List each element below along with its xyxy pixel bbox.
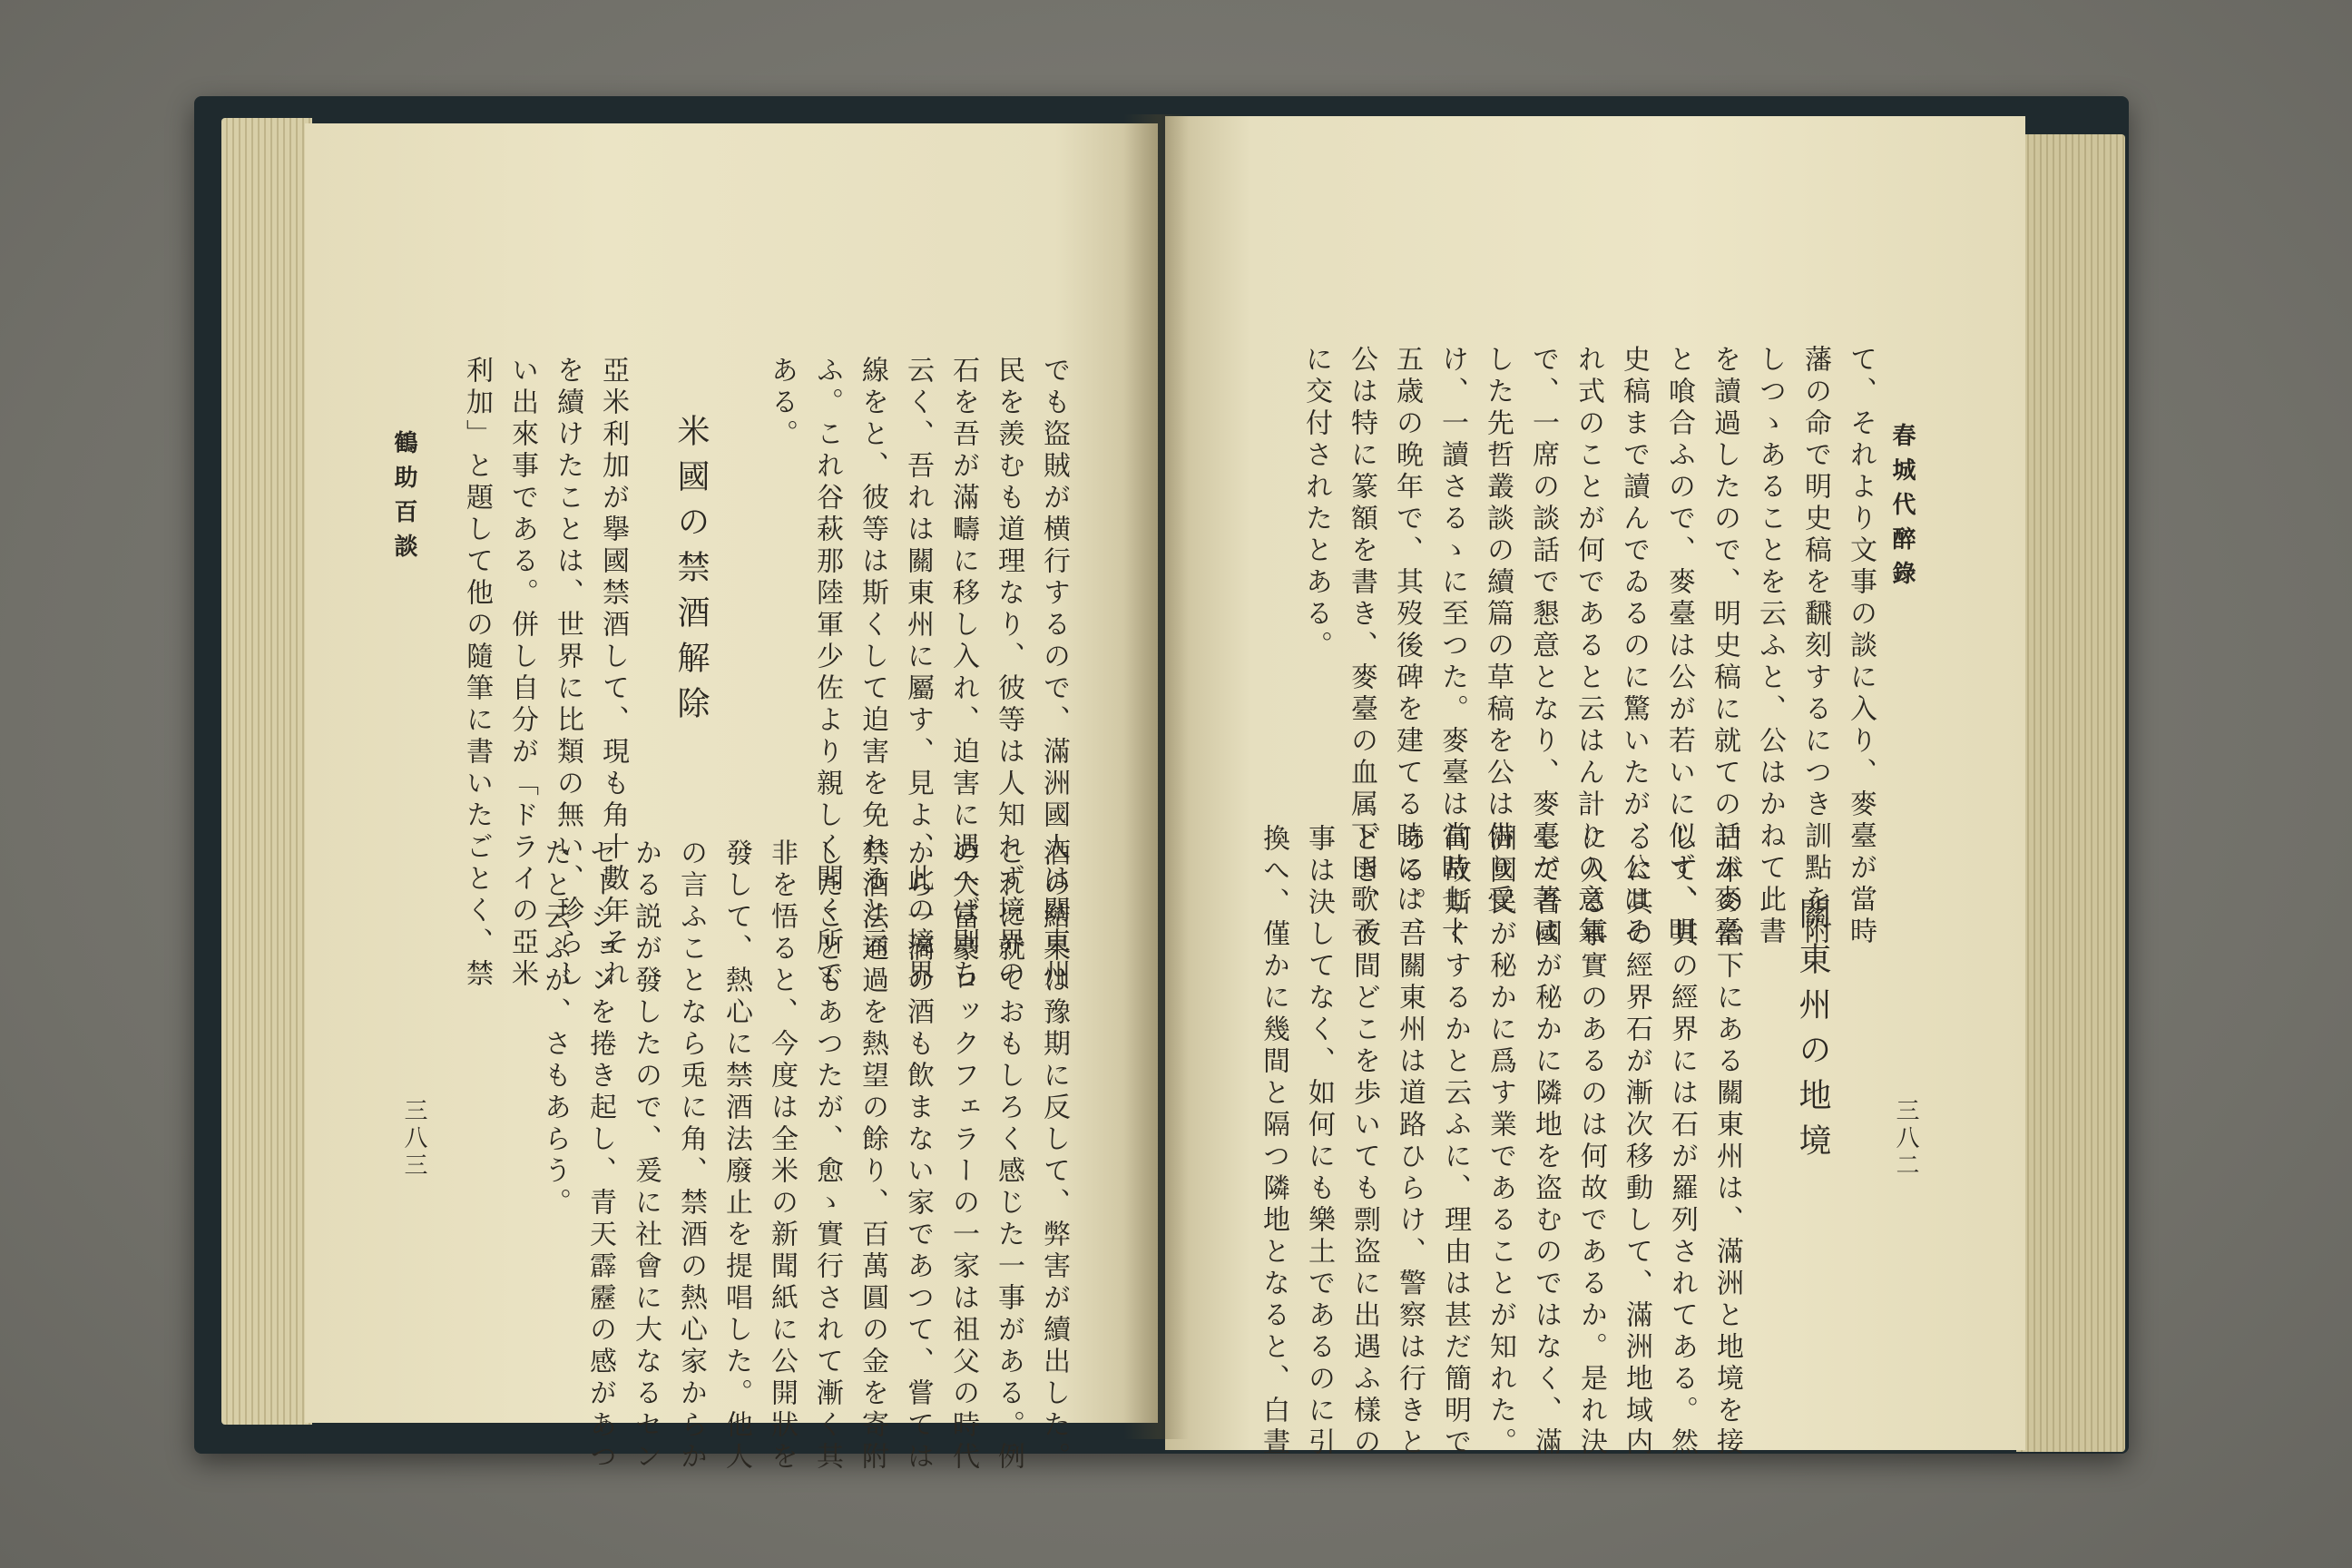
right-bottom-line: るに其の經界石が漸次移動して、滿洲地域内 (1621, 824, 1652, 1459)
left-top-line: でも盜賊が横行するので、滿洲國人は關東州 (1038, 356, 1070, 991)
right-page-number: 三八二 (1892, 1098, 1919, 1180)
section-title-kwantung: 關東州の地境 (1794, 897, 1831, 1169)
left-bottom-line: 酒の結果は豫期に反して、弊害が續出した。 (1038, 838, 1070, 1474)
right-bottom-line: 何故斯くするかと云ふに、理由は甚だ簡明で (1439, 824, 1471, 1459)
right-bottom-line: 洲國民が秘かに爲す業であることが知れた。 (1485, 824, 1516, 1459)
left-page-number: 三八三 (400, 1098, 427, 1180)
right-page (1165, 116, 2025, 1459)
right-top-line: に交付されたとある。 (1300, 345, 1332, 662)
left-top-line: 民を羨むも道理なり、彼等は人知れず境界の (993, 356, 1024, 991)
left-bottom-line: の大富豪ロックフェラーの一家は祖父の時代 (947, 838, 979, 1474)
right-top-line: 藩の命で明史稿を飜刻するにつき訓點を附 (1799, 345, 1831, 948)
right-bottom-line: に入る事實のあるのは何故であるか。是れ決 (1575, 824, 1607, 1459)
left-top-line: ふ。これ谷萩那陸軍少佐より親しく聞く所で (811, 356, 843, 991)
right-top-line: 五歳の晩年で、其歿後碑を建てる時には、 (1391, 345, 1423, 948)
right-bottom-line: どき、夜間どこを歩いても剽盗に出遇ふ樣の (1348, 824, 1380, 1459)
right-top-line: れ式のことが何であると云はん計りの意氣 (1573, 345, 1604, 948)
left-section-line: を續けたことは、世界に比類の無い、珍らし (552, 356, 583, 991)
right-top-line: 史稿まで讀んでゐるのに驚いたが、公はそ (1618, 345, 1650, 948)
left-bottom-line: セーションを捲き起し、青天霹靂の感があつ (584, 838, 616, 1474)
left-top-line: 線をと、彼等は斯くして迫害を免れると云 (857, 356, 888, 959)
right-top-line: て、それより文事の談に入り、麥臺が當時 (1845, 345, 1877, 948)
left-bottom-line: 禁酒法通過を熱望の餘り、百萬圓の金を寄附 (857, 838, 888, 1474)
left-bottom-line: したこともあつたが、愈ゝ實行されて漸く其 (811, 838, 843, 1474)
left-bottom-line: 非を悟ると、今度は全米の新聞紙に公開狀を (766, 838, 798, 1474)
left-bottom-line: これに就ておもしろく感じた一事がある。例 (993, 838, 1024, 1474)
left-top-line: ある。 (766, 356, 798, 451)
left-bottom-line: から一滴の酒も飲まない家であつて、嘗ては (902, 838, 934, 1474)
left-section-line: 利加」と題して他の隨筆に書いたごとく、禁 (461, 356, 493, 991)
right-top-line: で、一席の談話で懇意となり、麥臺が著は (1527, 345, 1559, 948)
right-top-line: しつゝあることを云ふと、公はかねて此書 (1754, 345, 1786, 948)
left-bottom-line: かる説が發したので、爰に社會に大なるセン (630, 838, 662, 1474)
right-top-line: を讀過したので、明史稿に就ての話が麥臺 (1709, 345, 1740, 948)
right-bottom-line: 事は決してなく、如何にも樂土であるのに引 (1303, 824, 1335, 1459)
right-running-header: 春城代醉錄 (1888, 423, 1916, 595)
left-top-line: 云く、吾れは關東州に屬す、見よ、此の境界 (902, 356, 934, 991)
left-bottom-line: たと云ふが、さもあらう。 (539, 838, 571, 1220)
right-bottom-line: 換へ、僅かに幾間と隔つ隣地となると、白晝 (1258, 824, 1289, 1459)
right-page-edges (2016, 134, 2125, 1452)
right-top-line: 公は特に篆額を書き、麥臺の血属下田歌子 (1346, 345, 1377, 948)
right-bottom-line: して吾國が秘かに隣地を盗むのではなく、滿 (1530, 824, 1562, 1459)
left-bottom-line: 發して、熱心に禁酒法廢止を提唱した。他人 (720, 838, 752, 1474)
left-section-line: 亞米利加が擧國禁酒して、現も角十數年それ (597, 356, 629, 991)
right-bottom-line: して、其の經界には石が羅列されてある。然 (1666, 824, 1698, 1459)
left-bottom-line: の言ふことなら兎に角、禁酒の熱心家からか (675, 838, 707, 1474)
right-top-line: と喰合ふので、麥臺は公が若いに似ず、明 (1663, 345, 1695, 948)
left-page-edges (221, 118, 312, 1425)
left-running-header: 鶴助百談 (390, 430, 417, 568)
left-page (305, 123, 1158, 1474)
right-top-line: け、一讀さるゝに至つた。麥臺は當時七十 (1436, 345, 1468, 948)
right-bottom-line: ある。吾關東州は道路ひらけ、警察は行きと (1394, 824, 1426, 1459)
right-top-line: した先哲叢談の續篇の草稿を公は借り受 (1482, 345, 1514, 916)
left-top-line: 石を吾が滿疇に移し入れ、迫害に遇へば則ち (947, 356, 979, 991)
right-bottom-line: 日本の治下にある關東州は、滿洲と地境を接 (1711, 824, 1743, 1459)
section-title-prohibition: 米國の禁酒解除 (672, 414, 710, 731)
left-section-line: い出來事である。併し自分が「ドライの亞米 (506, 356, 538, 991)
book-spine-gutter (1123, 114, 1189, 1439)
